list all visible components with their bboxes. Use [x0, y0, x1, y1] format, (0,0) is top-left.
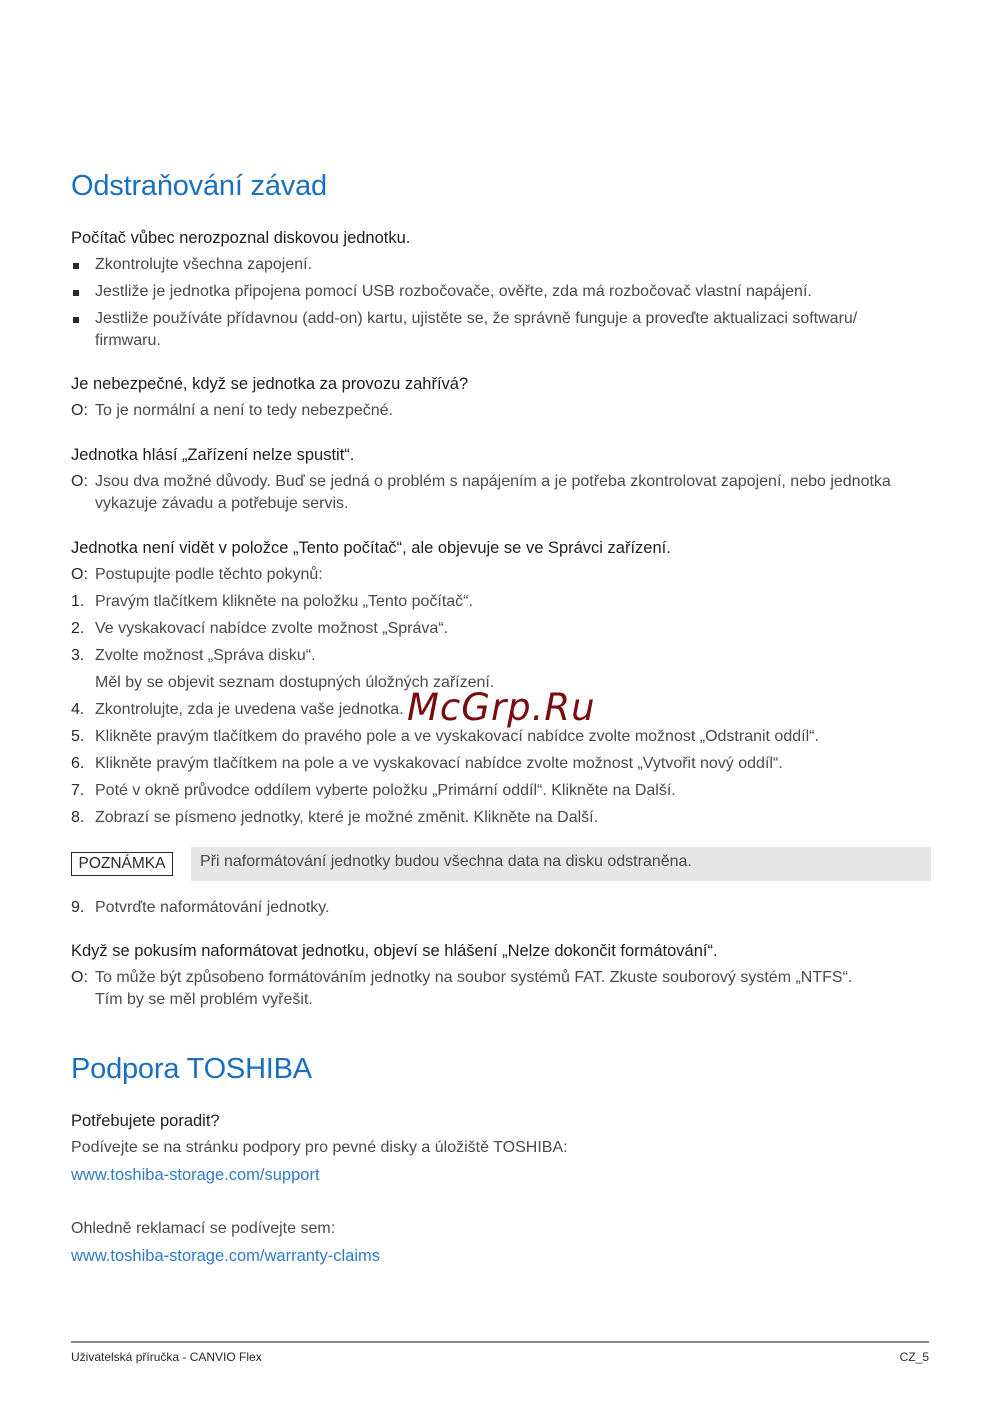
section-title-support: Podpora TOSHIBA: [71, 1053, 312, 1085]
question-heading: Když se pokusím naformátovat jednotku, objeví se hlášení „Nelze dokončit formátování“.: [71, 942, 718, 960]
answer-text: vykazuje závadu a potřebuje servis.: [95, 495, 349, 512]
answer-text: To je normální a není to tedy nebezpečné.: [95, 402, 393, 419]
watermark-logo: McGrp.Ru: [407, 686, 596, 729]
step-number: 4.: [71, 701, 85, 718]
bullet-item: Zkontrolujte všechna zapojení.: [95, 256, 313, 273]
question-heading: Jednotka hlásí „Zařízení nelze spustit“.: [71, 446, 355, 464]
question-heading: Potřebujete poradit?: [71, 1112, 220, 1130]
step-number: 2.: [71, 620, 85, 637]
step-number: 9.: [71, 899, 85, 916]
bullet-item-continuation: firmwaru.: [95, 332, 161, 349]
note-label: POZNÁMKA: [71, 852, 173, 876]
page-number: CZ_5: [899, 1350, 929, 1364]
footer-title: Uživatelská příručka - CANVIO Flex: [71, 1350, 262, 1364]
question-heading: Počítač vůbec nerozpoznal diskovou jednotku.: [71, 229, 411, 247]
step-text: Zobrazí se písmeno jednotky, které je možné změnit. Klikněte na Další.: [95, 809, 599, 826]
support-text: Podívejte se na stránku podpory pro pevné disky a úložiště TOSHIBA:: [71, 1139, 568, 1156]
bullet-marker: [73, 263, 79, 269]
step-number: 1.: [71, 593, 85, 610]
answer-marker: O:: [71, 473, 88, 490]
answer-marker: O:: [71, 969, 88, 986]
answer-text: Tím by se měl problém vyřešit.: [95, 991, 313, 1008]
warranty-link[interactable]: www.toshiba-storage.com/warranty-claims: [71, 1247, 381, 1265]
footer-divider: [71, 1341, 929, 1343]
step-text: Potvrďte naformátování jednotky.: [95, 899, 330, 916]
step-text: Klikněte pravým tlačítkem na pole a ve vyskakovací nabídce zvolte možnost „Vytvořit nový oddíl“.: [95, 755, 783, 772]
answer-text: To může být způsobeno formátováním jednotky na soubor systémů FAT. Zkuste souborový systém „NTFS“.: [95, 969, 853, 986]
step-text: Poté v okně průvodce oddílem vyberte položku „Primární oddíl“. Klikněte na Další.: [95, 782, 676, 799]
section-title-troubleshooting: Odstraňování závad: [71, 170, 327, 202]
answer-text: Jsou dva možné důvody. Buď se jedná o problém s napájením a je potřeba zkontrolovat zapojení, nebo jednotka: [95, 473, 891, 490]
step-number: 3.: [71, 647, 85, 664]
warranty-text: Ohledně reklamací se podívejte sem:: [71, 1220, 336, 1237]
note-text: Při naformátování jednotky budou všechna data na disku odstraněna.: [200, 853, 692, 870]
step-number: 6.: [71, 755, 85, 772]
step-text: Pravým tlačítkem klikněte na položku „Tento počítač“.: [95, 593, 473, 610]
step-number: 7.: [71, 782, 85, 799]
step-text: Zvolte možnost „Správa disku“.: [95, 647, 316, 664]
step-text: Klikněte pravým tlačítkem do pravého pole a ve vyskakovací nabídce zvolte možnost „Odstranit oddíl“.: [95, 728, 819, 745]
answer-marker: O:: [71, 566, 88, 583]
step-number: 5.: [71, 728, 85, 745]
bullet-marker: [73, 317, 79, 323]
bullet-marker: [73, 290, 79, 296]
question-heading: Jednotka není vidět v položce „Tento počítač“, ale objevuje se ve Správci zařízení.: [71, 539, 671, 557]
step-number: 8.: [71, 809, 85, 826]
question-heading: Je nebezpečné, když se jednotka za provozu zahřívá?: [71, 375, 469, 393]
step-text: Ve vyskakovací nabídce zvolte možnost „Správa“.: [95, 620, 449, 637]
step-text: Zkontrolujte, zda je uvedena vaše jednotka.: [95, 701, 404, 718]
answer-marker: O:: [71, 402, 88, 419]
support-link[interactable]: www.toshiba-storage.com/support: [71, 1166, 320, 1184]
bullet-item: Jestliže je jednotka připojena pomocí USB rozbočovače, ověřte, zda má rozbočovač vlastní napájení.: [95, 283, 812, 300]
bullet-item: Jestliže používáte přídavnou (add-on) kartu, ujistěte se, že správně funguje a proveďte aktualizaci softwaru/: [95, 310, 858, 327]
answer-text: Postupujte podle těchto pokynů:: [95, 566, 323, 583]
step-text: Měl by se objevit seznam dostupných úložných zařízení.: [95, 674, 495, 691]
